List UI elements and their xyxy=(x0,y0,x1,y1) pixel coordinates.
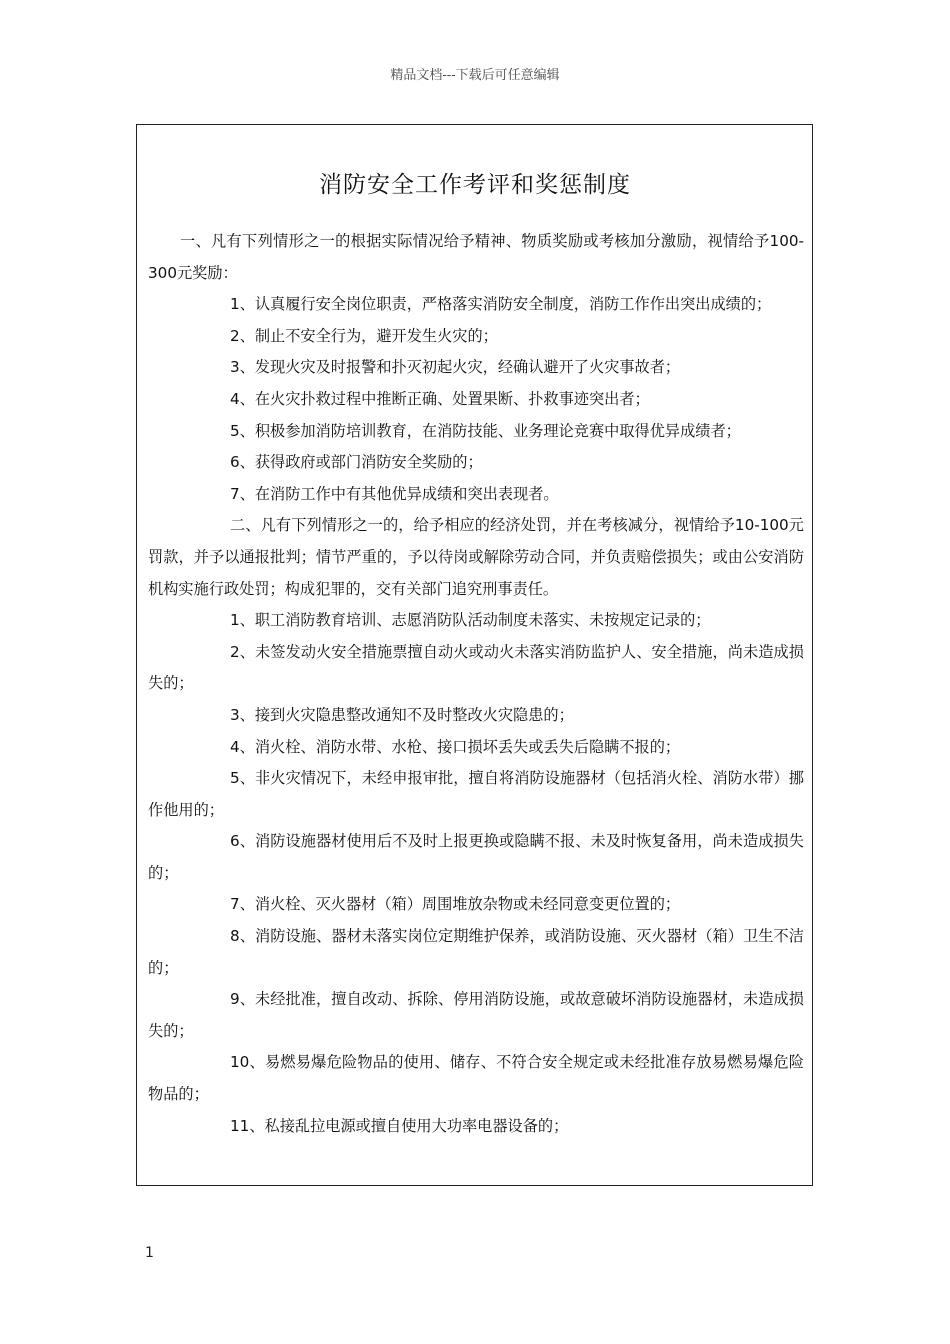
section-2-item: 2、未签发动火安全措施票擅自动火或动火未落实消防监护人、安全措施，尚未造成损失的； xyxy=(148,642,804,693)
page-header: 精品文档---下载后可任意编辑 xyxy=(390,68,560,83)
section-2-intro: 二、凡有下列情形之一的，给予相应的经济处罚，并在考核减分，视情给予10-100元罚款，并予以通报批判；情节严重的，予以待岗或解除劳动合同，并负责赔偿损失；或由公安消防机构实施行政处罚；构成犯罪的，交有关部门追究刑事责任。 xyxy=(148,516,804,598)
section-2-item: 9、未经批准，擅自改动、拆除、停用消防设施，或故意破坏消防设施器材，未造成损失的； xyxy=(148,990,804,1040)
section-1-item: 3、发现火灾及时报警和扑灭初起火灾，经确认避开了火灾事故者； xyxy=(230,358,681,377)
section-1-item: 6、获得政府或部门消防安全奖励的； xyxy=(230,453,483,472)
section-2-item: 10、易燃易爆危险物品的使用、储存、不符合安全规定或未经批准存放易燃易爆危险物品的； xyxy=(148,1053,804,1104)
document-title: 消防安全工作考评和奖惩制度 xyxy=(319,172,631,198)
page-number: 1 xyxy=(145,1245,154,1261)
section-1-intro: 一、凡有下列情形之一的根据实际情况给予精神、物质奖励或考核加分激励，视情给予100-300元奖励： xyxy=(148,232,804,282)
section-1-item: 7、在消防工作中有其他优异成绩和突出表现者。 xyxy=(230,484,559,503)
section-1-item: 2、制止不安全行为，避开发生火灾的； xyxy=(230,326,498,345)
document-body xyxy=(148,226,804,1142)
section-1-item: 5、积极参加消防培训教育，在消防技能、业务理论竞赛中取得优异成绩者； xyxy=(230,421,741,440)
section-1-item: 4、在火灾扑救过程中推断正确、处置果断、扑救事迹突出者； xyxy=(230,389,650,408)
section-2-item: 5、非火灾情况下，未经申报审批，擅自将消防设施器材（包括消火栓、消防水带）挪作他用的； xyxy=(148,769,804,819)
section-2-item: 3、接到火灾隐患整改通知不及时整改火灾隐患的； xyxy=(230,705,574,724)
section-2-item: 8、消防设施、器材未落实岗位定期维护保养，或消防设施、灭火器材（箱）卫生不洁的； xyxy=(148,927,804,977)
section-2-item: 1、职工消防教育培训、志愿消防队活动制度未落实、未按规定记录的； xyxy=(230,611,711,630)
section-2-item: 6、消防设施器材使用后不及时上报更换或隐瞒不报、未及时恢复备用，尚未造成损失的； xyxy=(148,832,804,882)
section-2-item: 4、消火栓、消防水带、水枪、接口损坏丢失或丢失后隐瞒不报的； xyxy=(230,737,681,756)
section-2-item: 11、私接乱拉电源或擅自使用大功率电器设备的； xyxy=(230,1116,569,1135)
section-2-item: 7、消火栓、灭火器材（箱）周围堆放杂物或未经同意变更位置的； xyxy=(230,895,681,914)
section-1-item: 1、认真履行安全岗位职责，严格落实消防安全制度，消防工作作出突出成绩的； xyxy=(230,295,772,314)
